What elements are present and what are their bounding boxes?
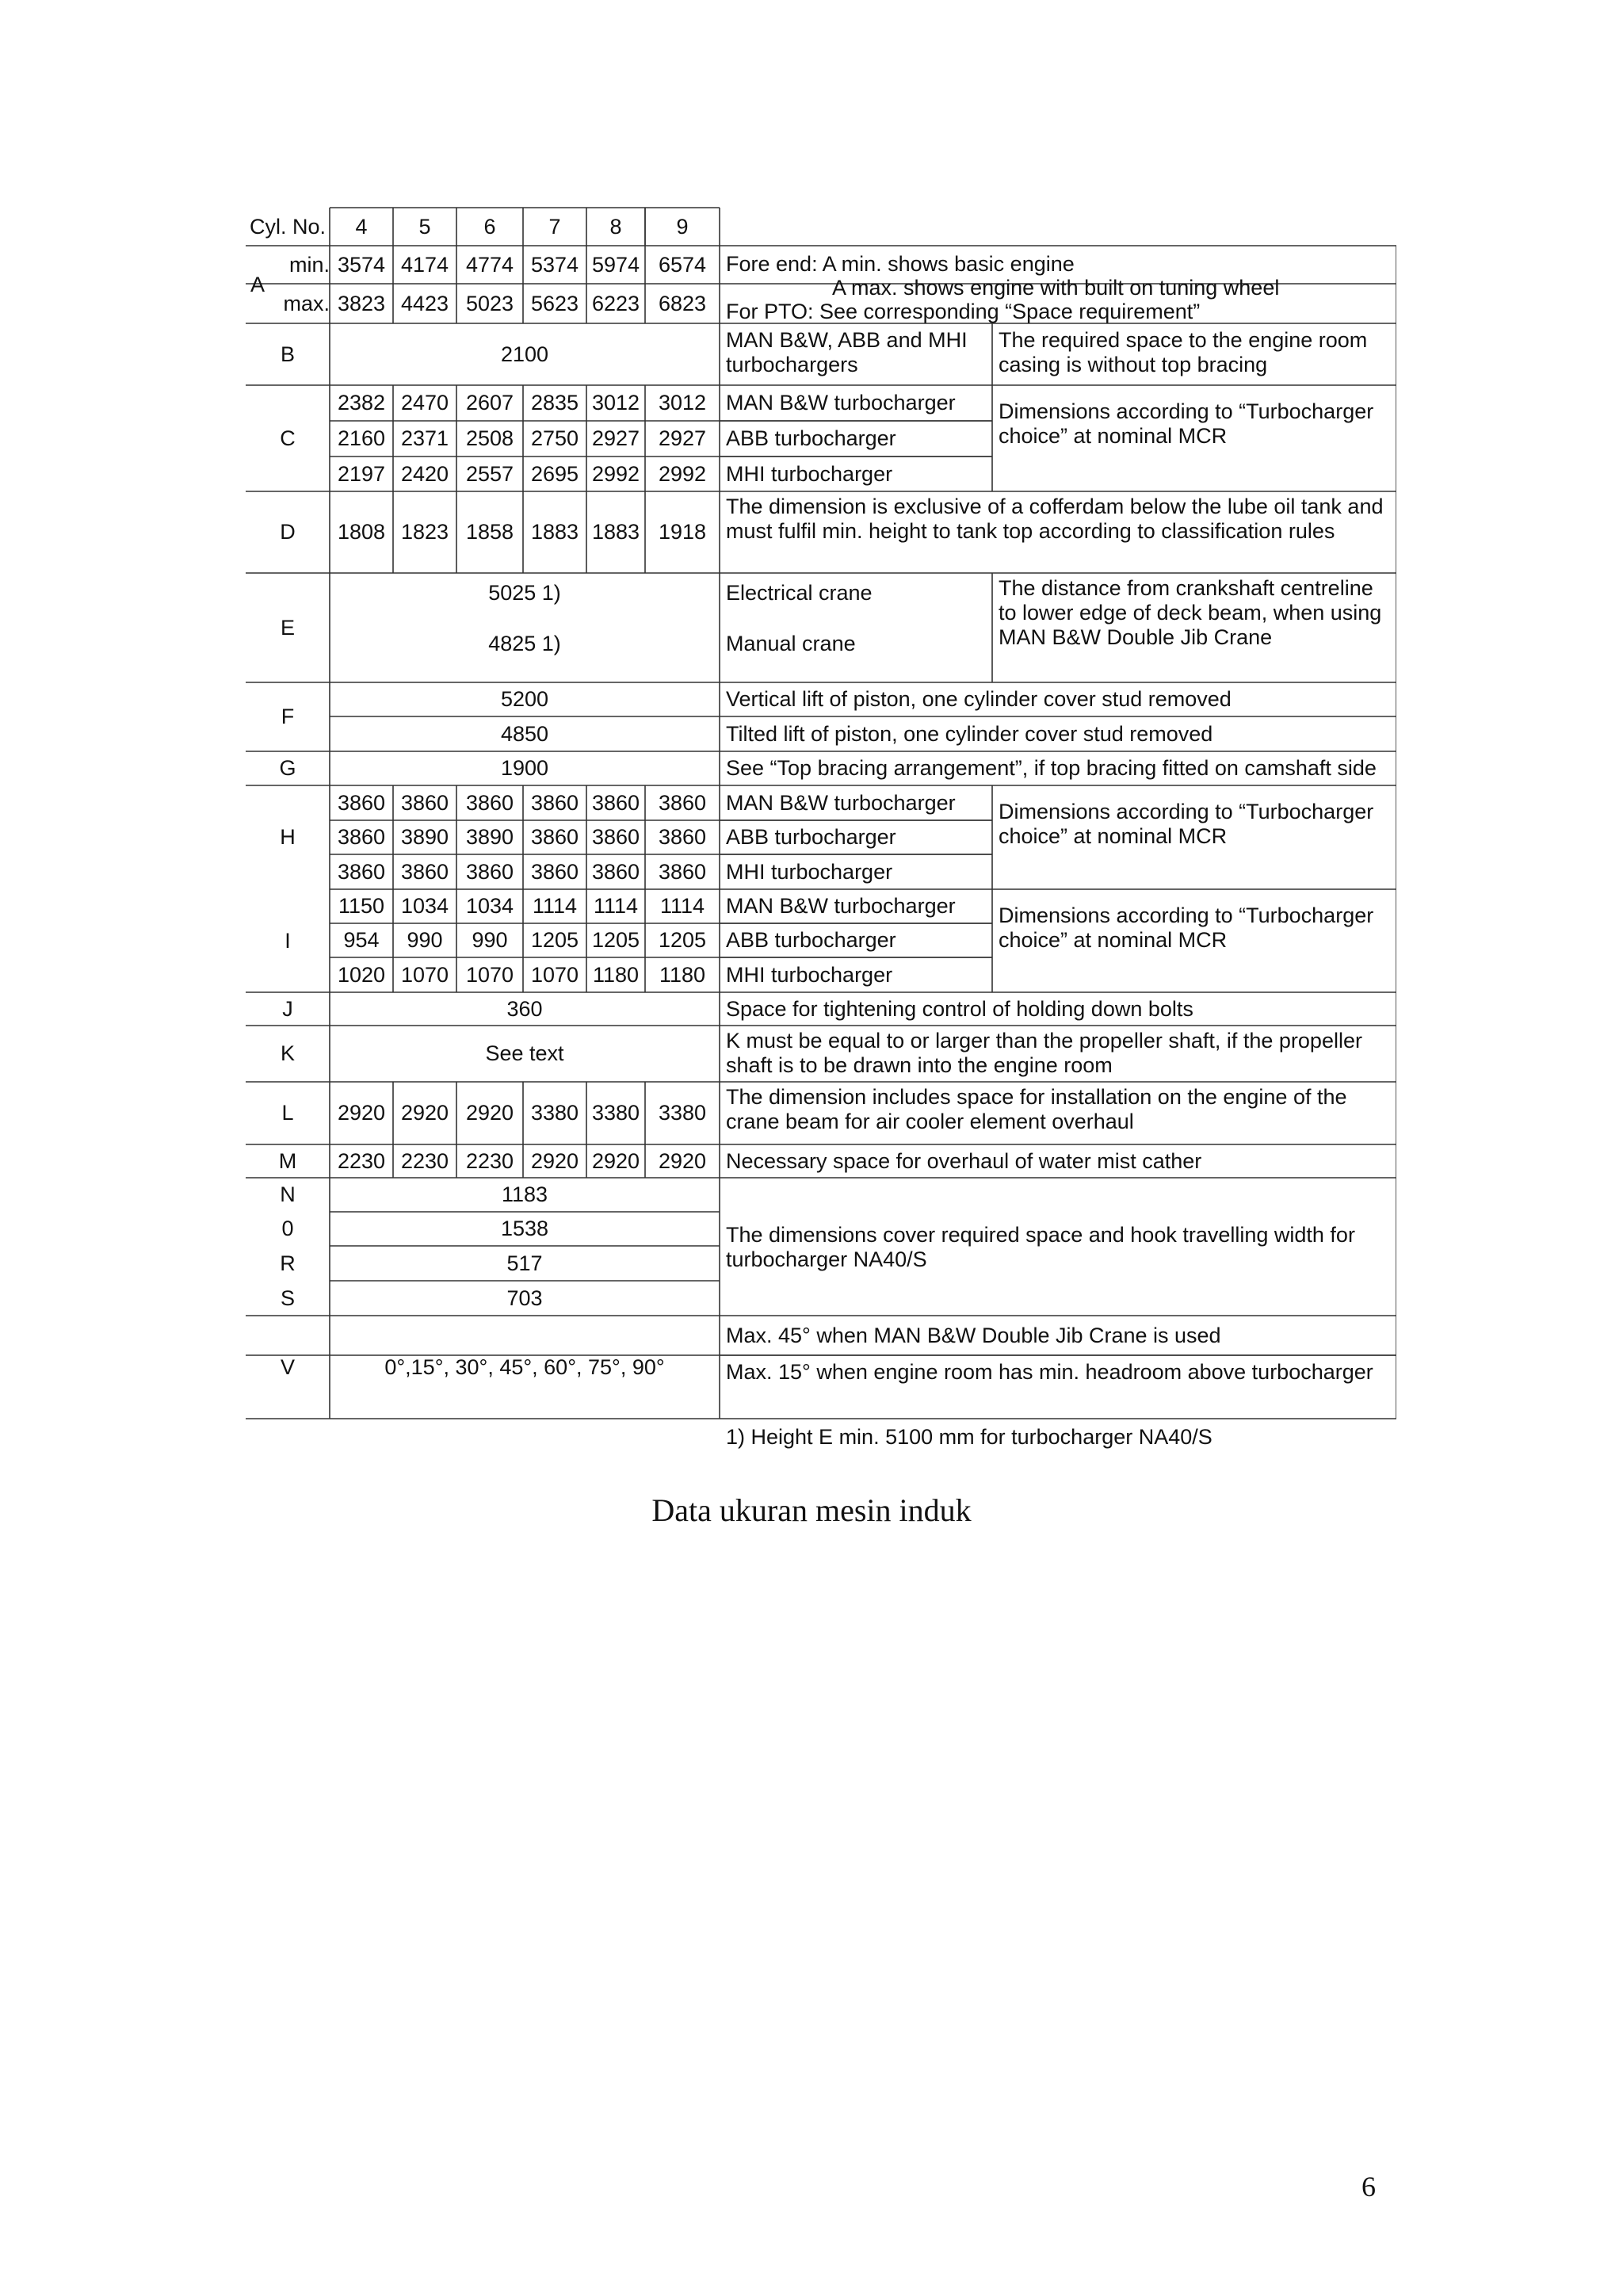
row-I-value: 990 — [472, 928, 508, 952]
row-H-value: 3890 — [400, 825, 449, 849]
row-label-D: D — [280, 520, 296, 544]
row-L-value: 3380 — [530, 1101, 579, 1125]
row-A-min-label: min. — [288, 252, 330, 277]
row-D-note: The dimension is exclusive of a cofferdam below the lube oil tank and must fulfil min. height to tank top according to classification rules — [726, 495, 1384, 543]
row-M-value: 2230 — [337, 1148, 386, 1173]
row-V-note-1: Max. 45° when MAN B&W Double Jib Crane is used — [726, 1323, 1221, 1347]
row-label-J: J — [282, 996, 293, 1021]
row-I-value: 1180 — [659, 962, 706, 987]
row-I-note: Dimensions according to “Turbocharger choice” at nominal MCR — [999, 904, 1374, 952]
row-L-value: 3380 — [591, 1101, 640, 1125]
row-A-max-value: 6823 — [658, 291, 707, 315]
row-H-value: 3860 — [400, 859, 449, 884]
row-F-note-1: Vertical lift of piston, one cylinder cover stud removed — [726, 687, 1232, 711]
table-footnote: 1) Height E min. 5100 mm for turbocharger NA40/S — [726, 1425, 1212, 1449]
row-I-value: 1205 — [530, 928, 579, 952]
row-C-value: 2371 — [400, 426, 449, 450]
row-R-value: 517 — [506, 1251, 543, 1275]
row-label-G: G — [279, 756, 296, 780]
row-C-value: 2750 — [530, 426, 579, 450]
row-I-value: 954 — [343, 928, 380, 952]
row-C-value: 2992 — [591, 461, 640, 486]
row-H-value: 3860 — [530, 859, 579, 884]
row-A-note-1: Fore end: A min. shows basic engine — [726, 252, 1075, 276]
row-NORS-note: The dimensions cover required space and hook travelling width for turbocharger NA40/S — [726, 1223, 1355, 1271]
row-I-turbocharger: MHI turbocharger — [726, 962, 893, 987]
row-I-value: 1180 — [592, 962, 640, 987]
row-C-value: 2382 — [337, 391, 386, 415]
row-A-max-value: 4423 — [400, 291, 449, 315]
row-C-value: 2927 — [591, 426, 640, 450]
row-F-value-1: 5200 — [500, 687, 549, 711]
row-G-note: See “Top bracing arrangement”, if top bracing fitted on camshaft side — [726, 756, 1377, 780]
row-label-M: M — [278, 1148, 297, 1173]
row-label-A: A — [250, 272, 265, 296]
row-C-value: 2470 — [400, 391, 449, 415]
row-label-R: R — [280, 1251, 296, 1275]
row-A-note-3: For PTO: See corresponding “Space requirement” — [726, 300, 1201, 323]
row-M-value: 2230 — [465, 1148, 514, 1173]
row-E-value-1: 5025 1) — [488, 581, 561, 605]
row-L-value: 2920 — [337, 1101, 386, 1125]
row-I-value: 1070 — [530, 962, 579, 987]
row-label-S: S — [280, 1286, 295, 1310]
row-I-value: 1150 — [338, 894, 385, 918]
row-C-turbocharger: ABB turbocharger — [726, 426, 896, 450]
row-D-value: 1918 — [658, 520, 707, 544]
row-H-value: 3860 — [591, 825, 640, 849]
page-number: 6 — [1361, 2171, 1376, 2202]
row-A-min-value: 5974 — [591, 252, 640, 277]
row-C-value: 2992 — [658, 461, 707, 486]
row-J-note: Space for tightening control of holding down bolts — [726, 996, 1193, 1021]
row-E-crane-1: Electrical crane — [726, 581, 873, 605]
row-I-value: 1114 — [532, 894, 578, 918]
row-I-value: 1034 — [465, 894, 514, 918]
figure-caption: Data ukuran mesin induk — [651, 1492, 972, 1528]
row-C-turbocharger: MHI turbocharger — [726, 461, 893, 486]
row-J-value: 360 — [506, 996, 543, 1021]
header-cyl-5: 5 — [418, 214, 431, 239]
row-label-I: I — [285, 928, 291, 953]
row-H-value: 3860 — [591, 790, 640, 815]
row-N-value: 1183 — [501, 1182, 548, 1206]
row-V-note-2: Max. 15° when engine room has min. headroom above turbocharger — [726, 1360, 1373, 1384]
row-C-value: 2927 — [658, 426, 707, 450]
row-H-value: 3860 — [658, 825, 707, 849]
row-I-value: 1205 — [591, 928, 640, 952]
row-A-min-value: 4174 — [400, 252, 449, 277]
row-C-value: 2695 — [530, 461, 579, 486]
row-I-turbocharger: ABB turbocharger — [726, 928, 896, 952]
row-C-value: 2508 — [465, 426, 514, 450]
row-B-note-2: The required space to the engine room casing is without top bracing — [999, 328, 1368, 376]
row-A-max-value: 3823 — [337, 291, 386, 315]
row-label-L: L — [281, 1101, 294, 1125]
row-M-value: 2920 — [591, 1148, 640, 1173]
row-M-note: Necessary space for overhaul of water mist cather — [726, 1148, 1202, 1173]
row-E-value-2: 4825 1) — [488, 632, 561, 655]
row-I-value: 1114 — [593, 894, 639, 918]
row-I-turbocharger: MAN B&W turbocharger — [726, 894, 956, 918]
row-C-value: 3012 — [658, 391, 707, 415]
row-C-note: Dimensions according to “Turbocharger choice” at nominal MCR — [999, 399, 1374, 448]
row-C-value: 3012 — [591, 391, 640, 415]
row-L-value: 2920 — [400, 1101, 449, 1125]
row-A-min-value: 3574 — [337, 252, 386, 277]
row-A-max-value: 5023 — [465, 291, 514, 315]
row-label-N: N — [280, 1182, 296, 1206]
row-V-value: 0°,15°, 30°, 45°, 60°, 75°, 90° — [384, 1354, 665, 1379]
row-A-max-value: 5623 — [530, 291, 579, 315]
row-O-value: 1538 — [500, 1217, 549, 1240]
row-H-value: 3890 — [465, 825, 514, 849]
row-I-value: 1034 — [400, 894, 449, 918]
row-L-note: The dimension includes space for installation on the engine of the crane beam for air cooler element overhaul — [726, 1085, 1347, 1133]
row-H-value: 3860 — [337, 825, 386, 849]
row-L-value: 3380 — [658, 1101, 707, 1125]
row-E-crane-2: Manual crane — [726, 632, 856, 655]
row-label-F: F — [281, 705, 295, 728]
row-D-value: 1823 — [400, 520, 449, 544]
row-label-B: B — [280, 342, 295, 366]
row-H-value: 3860 — [465, 859, 514, 884]
header-cyl-8: 8 — [609, 214, 622, 239]
row-C-value: 2607 — [465, 391, 514, 415]
row-H-turbocharger: MHI turbocharger — [726, 859, 893, 884]
row-H-value: 3860 — [591, 859, 640, 884]
header-cyl-9: 9 — [676, 214, 689, 239]
row-H-value: 3860 — [658, 859, 707, 884]
row-C-value: 2557 — [465, 461, 514, 486]
row-G-value: 1900 — [500, 756, 549, 780]
row-C-turbocharger: MAN B&W turbocharger — [726, 391, 956, 415]
row-label-O: 0 — [281, 1217, 294, 1240]
row-B-value: 2100 — [500, 342, 549, 366]
header-cyl-label: Cyl. No. — [249, 214, 327, 239]
row-H-value: 3860 — [530, 825, 579, 849]
row-D-value: 1858 — [465, 520, 514, 544]
row-D-value: 1883 — [530, 520, 579, 544]
row-F-value-2: 4850 — [500, 721, 549, 746]
header-cyl-7: 7 — [548, 214, 561, 239]
row-label-H: H — [280, 825, 296, 849]
row-H-value: 3860 — [658, 790, 707, 815]
row-M-value: 2920 — [530, 1148, 579, 1173]
row-F-note-2: Tilted lift of piston, one cylinder cover stud removed — [726, 721, 1213, 746]
row-M-value: 2230 — [400, 1148, 449, 1173]
row-I-value: 1070 — [400, 962, 449, 987]
row-I-value: 1020 — [337, 962, 386, 987]
engine-dimension-table — [246, 204, 1396, 1457]
row-D-value: 1883 — [591, 520, 640, 544]
row-K-note: K must be equal to or larger than the propeller shaft, if the propeller shaft is to be drawn into the engine room — [726, 1029, 1362, 1077]
row-label-C: C — [280, 426, 296, 450]
row-H-value: 3860 — [465, 790, 514, 815]
row-label-K: K — [280, 1041, 295, 1065]
row-H-value: 3860 — [400, 790, 449, 815]
row-I-value: 990 — [407, 928, 443, 952]
header-cyl-6: 6 — [483, 214, 496, 239]
row-H-note: Dimensions according to “Turbocharger choice” at nominal MCR — [999, 800, 1374, 848]
row-D-value: 1808 — [337, 520, 386, 544]
row-H-value: 3860 — [530, 790, 579, 815]
row-I-value: 1205 — [658, 928, 707, 952]
row-C-value: 2835 — [530, 391, 579, 415]
row-H-value: 3860 — [337, 859, 386, 884]
row-H-value: 3860 — [337, 790, 386, 815]
row-S-value: 703 — [506, 1286, 543, 1310]
row-B-note-1: MAN B&W, ABB and MHI turbochargers — [726, 328, 968, 376]
row-C-value: 2160 — [337, 426, 386, 450]
header-cyl-4: 4 — [355, 214, 368, 239]
row-A-min-value: 6574 — [658, 252, 707, 277]
row-label-E: E — [280, 615, 295, 640]
row-E-note: The distance from crankshaft centreline to lower edge of deck beam, when using MAN B&W Double Jib Crane — [999, 576, 1382, 649]
row-C-value: 2197 — [337, 461, 386, 486]
row-A-max-value: 6223 — [591, 291, 640, 315]
row-A-max-label: max. — [283, 291, 330, 315]
row-I-value: 1070 — [465, 962, 514, 987]
row-H-turbocharger: MAN B&W turbocharger — [726, 790, 956, 815]
row-I-value: 1114 — [659, 894, 705, 918]
row-M-value: 2920 — [658, 1148, 707, 1173]
row-A-min-value: 4774 — [465, 252, 514, 277]
row-H-turbocharger: ABB turbocharger — [726, 825, 896, 849]
row-label-V: V — [280, 1354, 295, 1379]
row-K-value: See text — [485, 1041, 564, 1065]
row-L-value: 2920 — [465, 1101, 514, 1125]
row-C-value: 2420 — [400, 461, 449, 486]
row-A-note-2: A max. shows engine with built on tuning wheel — [832, 276, 1280, 300]
row-A-min-value: 5374 — [530, 252, 579, 277]
